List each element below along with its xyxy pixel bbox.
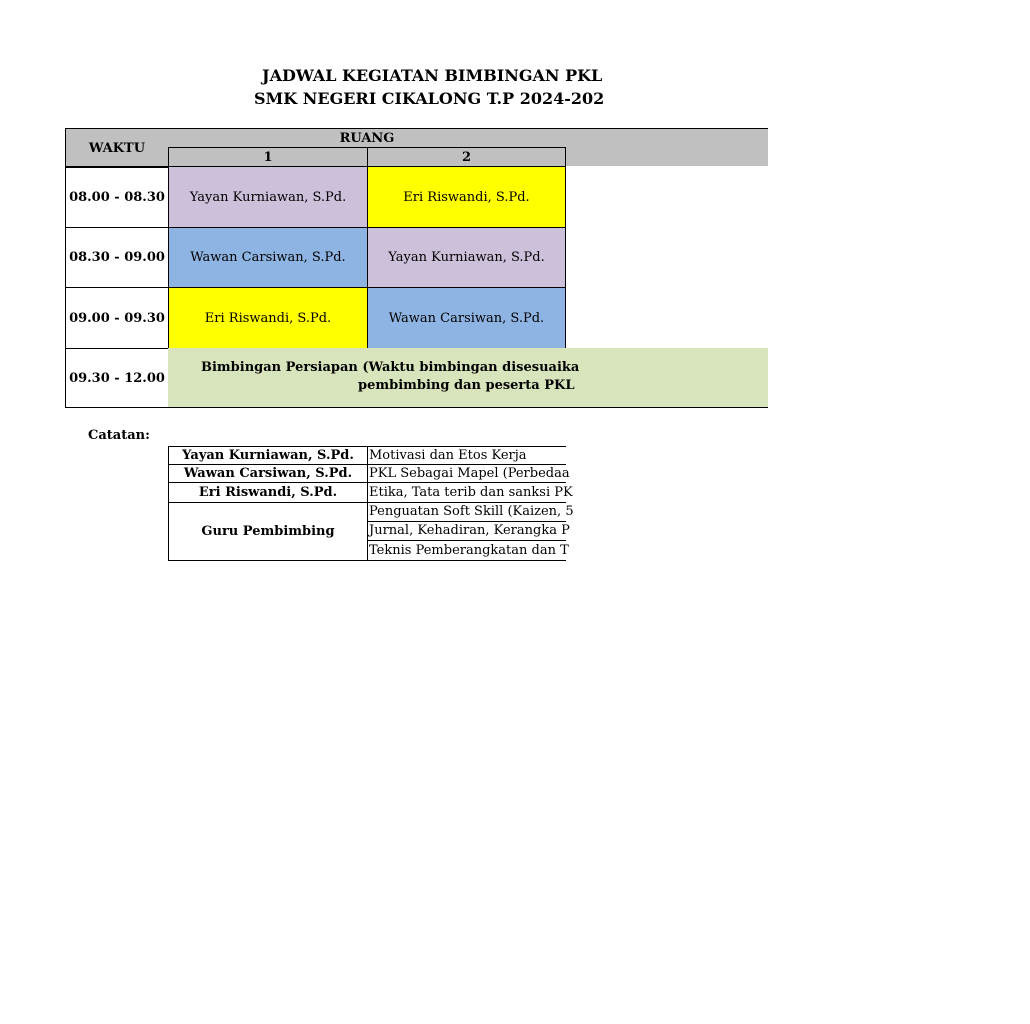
note-topic-2: PKL Sebagai Mapel (Perbedaa <box>367 464 566 483</box>
merged-activity-line2: pembimbing dan peserta PKL <box>358 378 575 393</box>
note-name-2: Wawan Carsiwan, S.Pd. <box>168 464 368 483</box>
schedule-cell-r1-room2: Eri Riswandi, S.Pd. <box>367 166 566 228</box>
room-2-header: 2 <box>367 147 566 167</box>
notes-label: Catatan: <box>88 428 150 443</box>
note-group-topic-2: Jurnal, Kehadiran, Kerangka P <box>367 521 566 541</box>
merged-activity-line1: Bimbingan Persiapan (Waktu bimbingan disesuaika <box>201 360 580 375</box>
schedule-cell-r3-room1: Eri Riswandi, S.Pd. <box>168 287 368 349</box>
time-cell-3: 09.00 - 09.30 <box>65 287 169 349</box>
note-name-3: Eri Riswandi, S.Pd. <box>168 482 368 503</box>
note-group-topic-1: Penguatan Soft Skill (Kaizen, 5 <box>367 502 566 522</box>
time-cell-2: 08.30 - 09.00 <box>65 227 169 288</box>
schedule-cell-r3-room2: Wawan Carsiwan, S.Pd. <box>367 287 566 349</box>
schedule-cell-r1-room1: Yayan Kurniawan, S.Pd. <box>168 166 368 228</box>
page-title-line1: JADWAL KEGIATAN BIMBINGAN PKL <box>262 66 603 85</box>
note-group-topic-3: Teknis Pemberangkatan dan T <box>367 540 566 561</box>
time-cell-1: 08.00 - 08.30 <box>65 166 169 228</box>
time-cell-4: 09.30 - 12.00 <box>65 348 169 408</box>
page-title-line2: SMK NEGERI CIKALONG T.P 2024-202 <box>254 89 605 108</box>
schedule-cell-r2-room1: Wawan Carsiwan, S.Pd. <box>168 227 368 288</box>
ruang-header: RUANG <box>339 130 395 146</box>
merged-activity-cell <box>168 348 580 408</box>
note-topic-1: Motivasi dan Etos Kerja <box>367 446 566 465</box>
note-group-name: Guru Pembimbing <box>168 502 368 561</box>
room-1-header: 1 <box>168 147 368 167</box>
waktu-header: WAKTU <box>65 128 169 168</box>
schedule-cell-r2-room2: Yayan Kurniawan, S.Pd. <box>367 227 566 288</box>
note-topic-3: Etika, Tata terib dan sanksi PK <box>367 482 566 503</box>
note-name-1: Yayan Kurniawan, S.Pd. <box>168 446 368 465</box>
